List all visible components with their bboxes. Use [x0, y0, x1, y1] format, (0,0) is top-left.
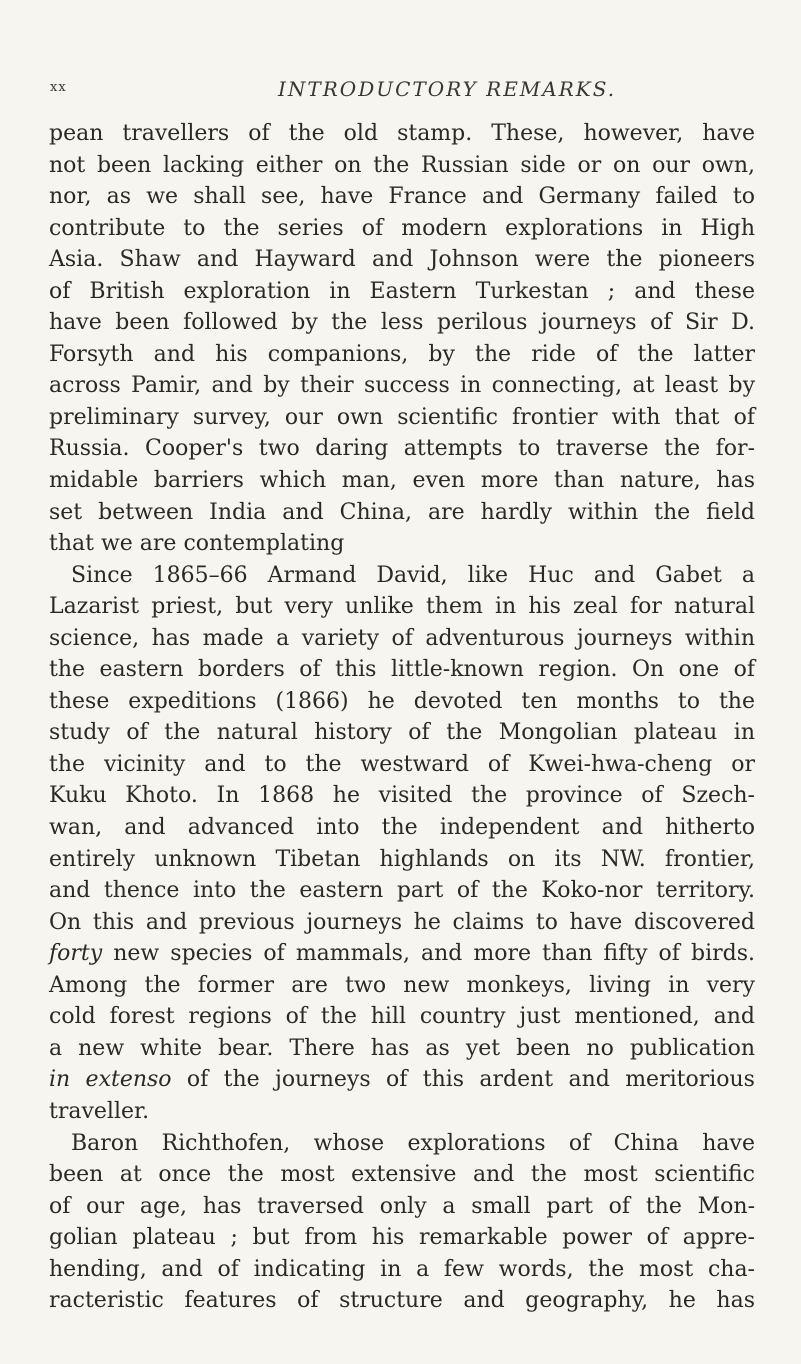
text-line: these expeditions (1866) he devoted ten months to the: [49, 688, 755, 714]
text-line: set between India and China, are hardly within the field: [49, 499, 755, 525]
text-line: On this and previous journeys he claims to have discovered: [49, 909, 755, 935]
body-text: [49, 118, 755, 1317]
text-line: Lazarist priest, but very unlike them in his zeal for natural: [49, 594, 755, 620]
text-line: pean travellers of the old stamp. These, however, have: [49, 121, 755, 146]
text-line: Kuku Khoto. In 1868 he visited the province of Szech-: [49, 783, 755, 809]
text-line: Since 1865–66 Armand David, like Huc and Gabet a: [71, 562, 755, 588]
running-head: INTRODUCTORY REMARKS.: [278, 77, 617, 101]
text-line: entirely unknown Tibetan highlands on its NW. frontier,: [49, 846, 755, 872]
text-line: racteristic features of structure and geography, he has: [49, 1288, 755, 1314]
text-line: nor, as we shall see, have France and Germany failed to: [49, 184, 755, 210]
italic-word: forty: [49, 941, 103, 967]
text-line: hending, and of indicating in a few words, the most cha-: [49, 1256, 755, 1282]
text-line: study of the natural history of the Mongolian plateau in: [49, 720, 755, 746]
line-remainder: of the journeys of this ardent and meritorious: [186, 1067, 755, 1093]
text-line: of our age, has traversed only a small part of the Mon-: [49, 1193, 755, 1219]
text-line: a new white bear. There has as yet been no publication: [49, 1035, 755, 1061]
text-line: science, has made a variety of adventurous journeys within: [49, 625, 755, 651]
text-line: midable barriers which man, even more than nature, has: [49, 468, 755, 494]
text-line: across Pamir, and by their success in connecting, at least by: [49, 373, 755, 399]
text-line: cold forest regions of the hill country just mentioned, and: [49, 1004, 755, 1030]
text-line-with-italic: [49, 938, 755, 970]
text-line: Russia. Cooper's two daring attempts to traverse the for-: [49, 436, 755, 462]
text-line: Forsyth and his companions, by the ride of the latter: [49, 341, 755, 367]
text-line: of British exploration in Eastern Turkestan ; and these: [49, 278, 755, 304]
text-line: that we are contemplating: [49, 531, 345, 557]
text-line: the vicinity and to the westward of Kwei-hwa-cheng or: [49, 751, 755, 777]
text-line: been at once the most extensive and the most scientific: [49, 1162, 755, 1188]
text-line: the eastern borders of this little-known region. On one of: [49, 657, 755, 683]
text-line: not been lacking either on the Russian side or on our own,: [49, 152, 755, 178]
text-line: contribute to the series of modern explorations in High: [49, 215, 755, 241]
text-line: Baron Richthofen, whose explorations of China have: [71, 1130, 755, 1156]
text-line: preliminary survey, our own scientific frontier with that of: [49, 404, 755, 430]
text-line: have been followed by the less perilous journeys of Sir D.: [49, 310, 755, 336]
text-line-with-italic: [49, 1064, 755, 1096]
text-line: wan, and advanced into the independent and hitherto: [49, 815, 755, 841]
text-line: golian plateau ; but from his remarkable power of appre-: [49, 1225, 755, 1251]
text-line: traveller.: [49, 1098, 150, 1124]
text-line: and thence into the eastern part of the Koko-nor territory.: [49, 878, 755, 904]
page-number: xx: [50, 80, 67, 95]
line-remainder: new species of mammals, and more than fifty of birds.: [113, 941, 755, 967]
text-line: Asia. Shaw and Hayward and Johnson were the pioneers: [49, 247, 755, 273]
italic-phrase: in extenso: [49, 1067, 172, 1093]
text-line: Among the former are two new monkeys, living in very: [49, 972, 755, 998]
